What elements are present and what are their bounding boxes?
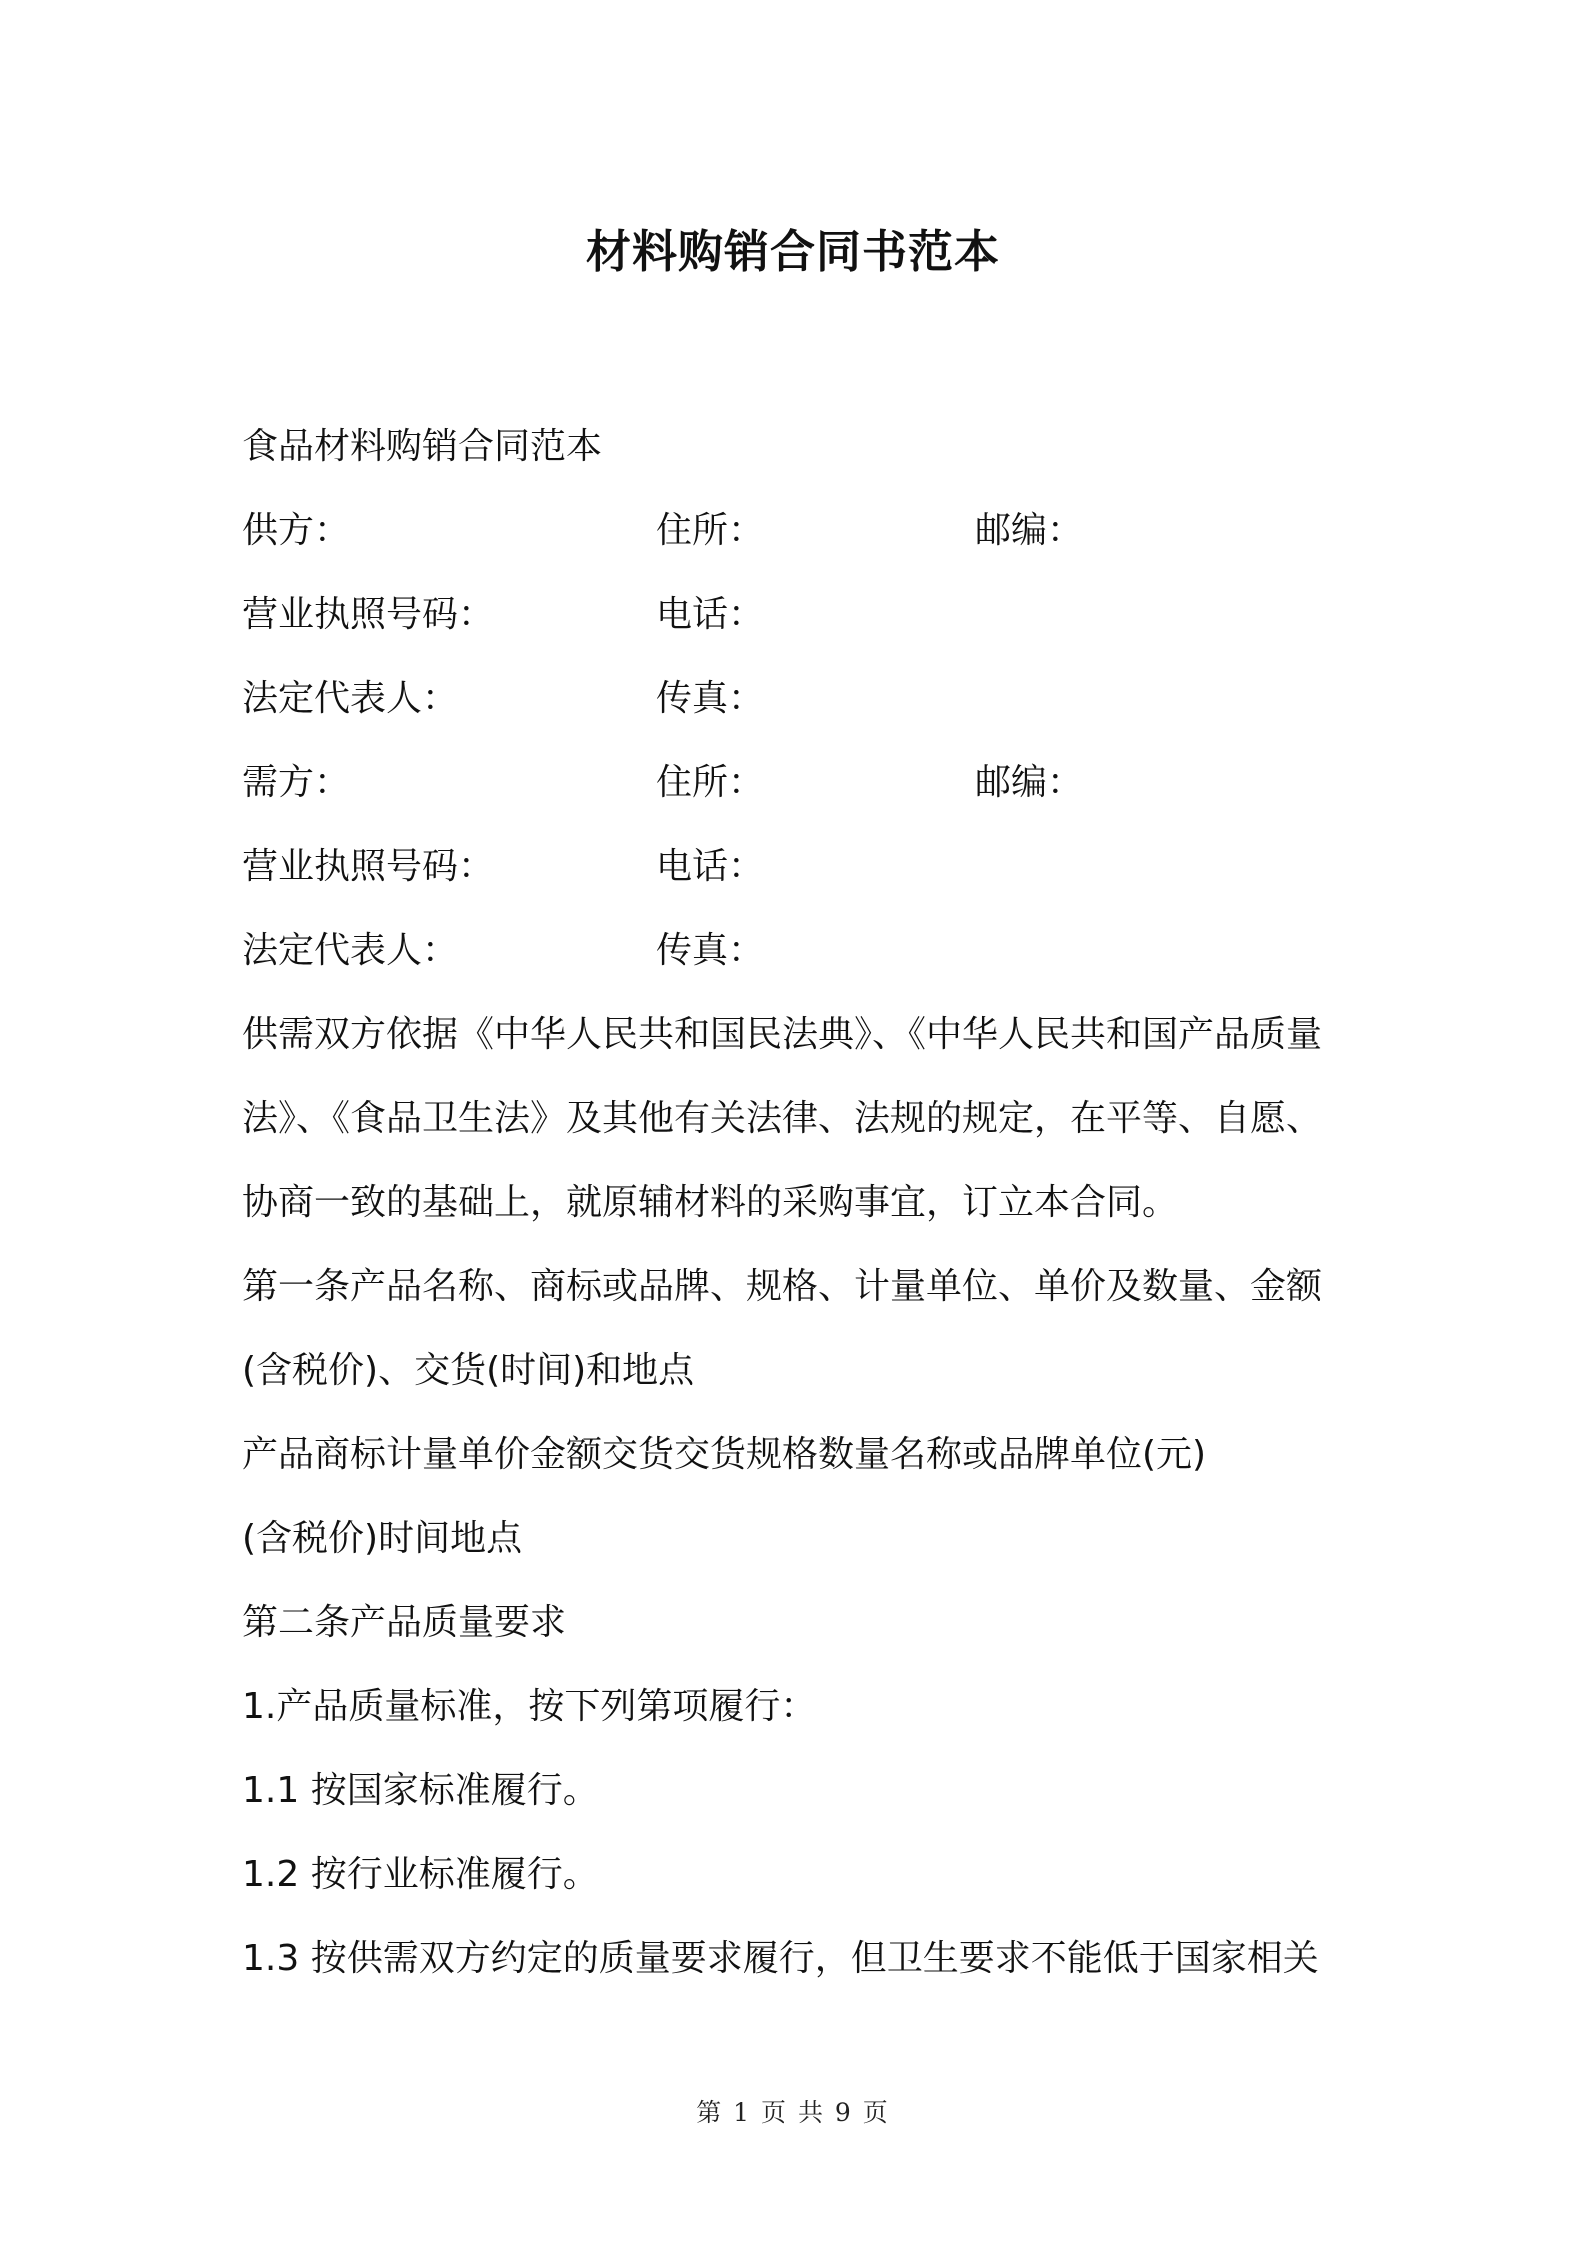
supplier-fax-label: 传真： bbox=[656, 678, 765, 719]
product-columns-line: 产品商标计量单价金额交货交货规格数量名称或品牌单位(元) bbox=[242, 1434, 1207, 1475]
buyer-fax-label: 传真： bbox=[656, 930, 765, 971]
supplier-phone-label: 电话： bbox=[656, 594, 765, 635]
buyer-rep-label: 法定代表人： bbox=[242, 930, 459, 971]
supplier-row-3 bbox=[242, 657, 1362, 741]
document-title: 材料购销合同书范本 bbox=[585, 225, 1000, 278]
buyer-row-1 bbox=[242, 741, 1362, 825]
product-columns-line: (含税价)时间地点 bbox=[242, 1518, 523, 1559]
buyer-phone-label: 电话： bbox=[656, 846, 765, 887]
page-number: 第 1 页 共 9 页 bbox=[696, 2098, 890, 2127]
buyer-label: 需方： bbox=[242, 762, 351, 803]
buyer-address-label: 住所： bbox=[656, 762, 765, 803]
body-line: (含税价)、交货(时间)和地点 bbox=[242, 1350, 695, 1391]
supplier-license-label: 营业执照号码： bbox=[242, 594, 495, 635]
document-content bbox=[242, 405, 1362, 2001]
clause-line: 1.产品质量标准，按下列第项履行： bbox=[242, 1686, 817, 1727]
article-1-heading: 第一条产品名称、商标或品牌、规格、计量单位、单价及数量、金额 bbox=[242, 1266, 1323, 1307]
buyer-license-label: 营业执照号码： bbox=[242, 846, 495, 887]
supplier-row-2 bbox=[242, 573, 1362, 657]
contract-subtitle: 食品材料购销合同范本 bbox=[242, 426, 603, 467]
supplier-postcode-label: 邮编： bbox=[975, 510, 1084, 551]
supplier-rep-label: 法定代表人： bbox=[242, 678, 459, 719]
supplier-label: 供方： bbox=[242, 510, 351, 551]
body-line: 法》、《食品卫生法》及其他有关法律、法规的规定，在平等、自愿、 bbox=[242, 1098, 1323, 1139]
clause-line: 1.2 按行业标准履行。 bbox=[242, 1854, 599, 1895]
article-2-heading: 第二条产品质量要求 bbox=[242, 1602, 567, 1643]
supplier-address-label: 住所： bbox=[656, 510, 765, 551]
buyer-row-2 bbox=[242, 825, 1362, 909]
clause-line: 1.1 按国家标准履行。 bbox=[242, 1770, 599, 1811]
body-line: 协商一致的基础上，就原辅材料的采购事宜，订立本合同。 bbox=[242, 1182, 1179, 1223]
buyer-postcode-label: 邮编： bbox=[975, 762, 1084, 803]
clause-line: 1.3 按供需双方约定的质量要求履行，但卫生要求不能低于国家相关 bbox=[242, 1938, 1319, 1979]
body-line: 供需双方依据《中华人民共和国民法典》、《中华人民共和国产品质量 bbox=[242, 1014, 1323, 1055]
supplier-row-1 bbox=[242, 489, 1362, 573]
buyer-row-3 bbox=[242, 909, 1362, 993]
